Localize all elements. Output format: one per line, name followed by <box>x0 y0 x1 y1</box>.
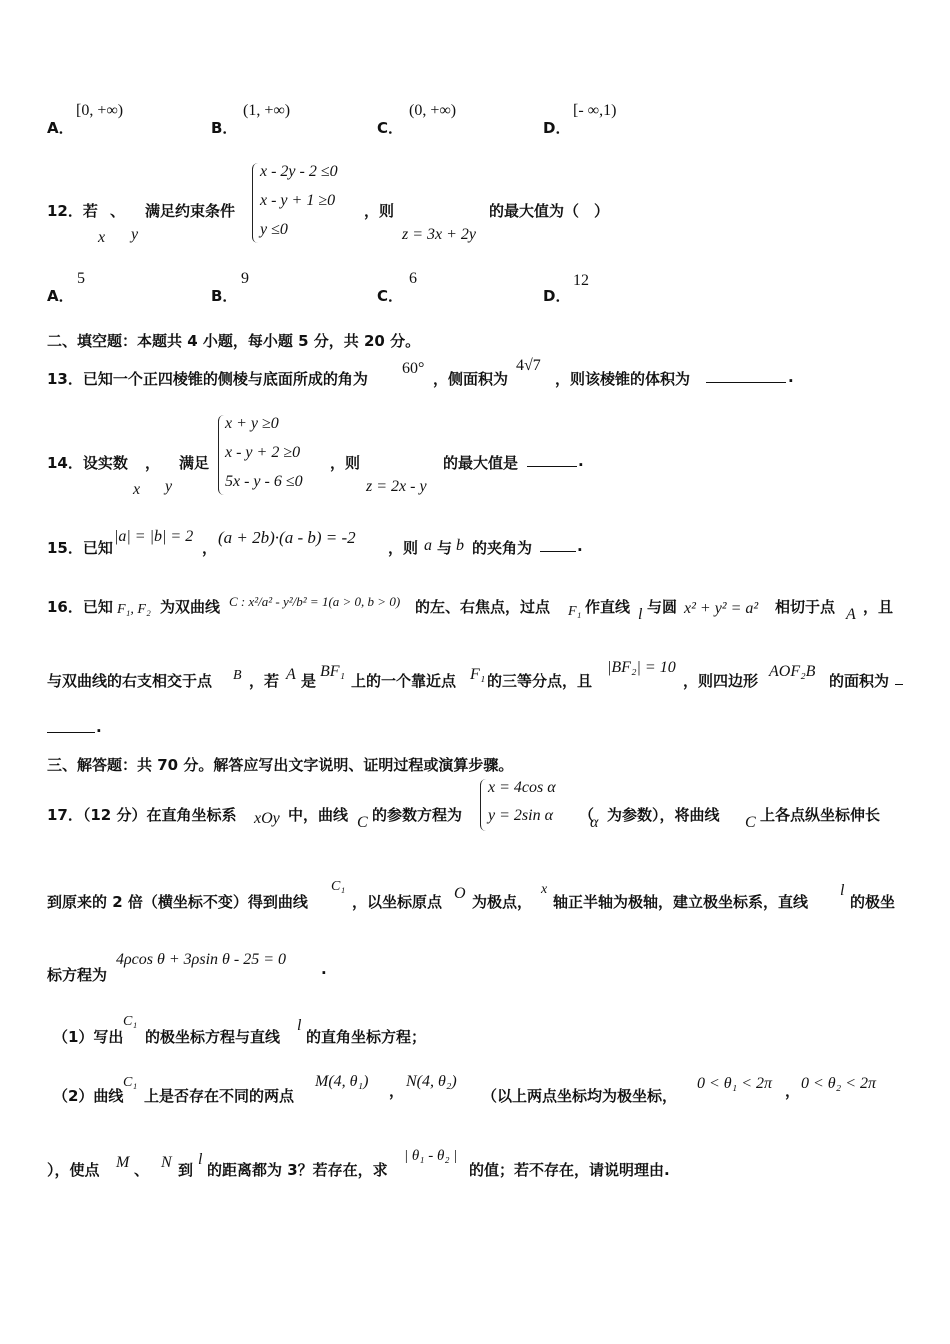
q12-option-b-label: B． <box>211 287 238 305</box>
q17-p2-sep2: ， <box>785 1082 801 1100</box>
q13-text-3: ，则该棱锥的体积为 <box>555 370 691 388</box>
q17-point-n: N(4, θ₂) <box>406 1073 457 1090</box>
option-b-label: B． <box>211 119 238 137</box>
q16-f1b: F₁ <box>470 666 486 683</box>
q16-point-a: A <box>846 606 856 623</box>
q12-option-d-label: D． <box>543 287 571 305</box>
q17-polar-eq: 4ρcos θ + 3ρsin θ - 25 = 0 <box>116 951 286 968</box>
q15-text-then: ，则 <box>388 539 419 557</box>
q14-var-y: y <box>165 478 173 495</box>
q14-objective: z = 2x - y <box>366 478 427 495</box>
q17-p1-prefix: （1）写出 <box>53 1028 124 1046</box>
q15-text-end: 的夹角为 <box>472 539 533 557</box>
q17-text-axis: 轴正半轴为极轴，建立极坐标系，直线 <box>553 893 809 911</box>
q14-text-end: 的最大值是 <box>443 454 519 472</box>
q17-p1-text: 的极坐标方程与直线 <box>145 1028 281 1046</box>
q16-bf1: BF₁ <box>320 663 346 680</box>
q16-quad: AOF₂B <box>769 663 816 680</box>
q17-c1: C₁ <box>331 879 346 894</box>
q17-p3-n: N <box>161 1154 172 1171</box>
q17-curve-c2: C <box>745 814 756 831</box>
option-d-value: [- ∞,1) <box>573 102 617 119</box>
q17-text-pole: 为极点， <box>472 893 533 911</box>
q16-text-third: 的三等分点，且 <box>487 672 593 690</box>
q16-end: . <box>96 718 102 736</box>
option-c-label: C． <box>377 119 404 137</box>
q16-point-a2: A <box>286 666 296 683</box>
q17-p2-sep: ， <box>389 1082 405 1100</box>
q17-p3-abs: | θ₁ - θ₂ | <box>404 1148 458 1164</box>
q16-text-area: 的面积为 <box>829 672 890 690</box>
q17-range-2: 0 < θ₂ < 2π <box>801 1075 877 1092</box>
option-a-label: A． <box>47 119 74 137</box>
q12-option-a-label: A． <box>47 287 74 305</box>
q16-text-tangent: 相切于点 <box>775 598 836 616</box>
q14-answer-blank <box>527 452 577 467</box>
q12-text-end: 的最大值为（ ） <box>489 202 610 220</box>
q14-var-x: x <box>133 481 141 498</box>
q12-constraint-3: y ≤0 <box>260 221 288 238</box>
q17-line2: 到原来的 2 倍（横坐标不变）得到曲线 <box>47 893 308 911</box>
q15-end: . <box>577 537 583 555</box>
q16-curve: C : x²/a² - y²/b² = 1(a > 0, b > 0) <box>229 594 401 609</box>
q17-p1-end: 的直角坐标方程； <box>306 1028 427 1046</box>
q16-text-line: 作直线 <box>585 598 631 616</box>
q17-text-polar: 的极坐 <box>850 893 896 911</box>
q15-cond-2: (a + 2b)·(a - b) = -2 <box>218 528 356 547</box>
q17-xoy: xOy <box>254 810 280 827</box>
q13-angle: 60° <box>402 360 425 377</box>
option-d-label: D． <box>543 119 571 137</box>
q12-option-b-value: 9 <box>241 270 249 287</box>
option-a-value: [0, +∞) <box>76 102 124 119</box>
q12-text-then: ，则 <box>364 202 395 220</box>
q16-line2-start: 与双曲线的右支相交于点 <box>47 672 213 690</box>
q17-range-1: 0 < θ₁ < 2π <box>697 1075 773 1092</box>
q17-end: . <box>321 960 327 978</box>
q16-prefix: 16．已知 <box>47 598 113 616</box>
section-3-title: 三、解答题：共 70 分。解答应写出文字说明、证明过程或演算步骤。 <box>47 756 514 774</box>
q17-origin-o: O <box>454 885 466 902</box>
q16-text-and: ，且 <box>863 598 894 616</box>
q14-constraint-1: x + y ≥0 <box>225 415 279 432</box>
q14-constraint-2: x - y + 2 ≥0 <box>225 444 301 461</box>
q15-cond-1: |a| = |b| = 2 <box>114 528 194 545</box>
q12-objective: z = 3x + 2y <box>402 226 477 243</box>
q16-text-if: ，若 <box>249 672 280 690</box>
q17-p1-l: l <box>297 1017 302 1034</box>
q17-text-param2: 为参数），将曲线 <box>607 806 720 824</box>
q15-answer-blank <box>540 537 576 552</box>
q14-sep: ， <box>145 454 161 472</box>
q17-p3-l: l <box>198 1151 203 1168</box>
q16-cond: |BF₂| = 10 <box>607 659 676 676</box>
q16-text-hyp: 为双曲线 <box>160 598 221 616</box>
q14-prefix: 14．设实数 <box>47 454 128 472</box>
q12-option-c-value: 6 <box>409 270 417 287</box>
section-2-title: 二、填空题：本题共 4 小题，每小题 5 分，共 20 分。 <box>47 332 421 350</box>
option-c-value: (0, +∞) <box>409 102 457 119</box>
q16-answer-blank-1 <box>895 670 903 685</box>
q12-option-a-value: 5 <box>77 270 85 287</box>
q16-answer-blank-2 <box>47 718 95 733</box>
q13-end: . <box>788 368 794 386</box>
q17-brace <box>480 779 487 831</box>
q17-curve-c: C <box>357 814 368 831</box>
q16-circle: x² + y² = a² <box>684 600 759 617</box>
q16-text-quad: ，则四边形 <box>683 672 759 690</box>
q17-p2-c1: C₁ <box>123 1075 138 1090</box>
q12-prefix: 12．若 <box>47 202 98 220</box>
q12-brace <box>252 163 259 243</box>
q16-foci: F₁, F₂ <box>117 602 151 617</box>
q17-p2-prefix: （2）曲线 <box>53 1087 124 1105</box>
q17-line3: 标方程为 <box>47 966 108 984</box>
q12-text-mid: 满足约束条件 <box>145 202 236 220</box>
q17-p2-text: 上是否存在不同的两点 <box>144 1087 295 1105</box>
q17-prefix: 17．（12 分）在直角坐标系 <box>47 806 237 824</box>
q17-p3-to: 到 <box>178 1161 194 1179</box>
q15-text-and: 与 <box>437 539 453 557</box>
q15-prefix: 15．已知 <box>47 539 113 557</box>
q17-p1-c1: C₁ <box>123 1014 138 1029</box>
q14-text-mid: 满足 <box>179 454 210 472</box>
q17-p3-sep: 、 <box>134 1161 150 1179</box>
q17-eq-2: y = 2sin α <box>488 807 553 824</box>
option-b-value: (1, +∞) <box>243 102 291 119</box>
q12-constraint-1: x - 2y - 2 ≤0 <box>260 163 338 180</box>
q17-p3-text: 的距离都为 3？若存在，求 <box>207 1161 388 1179</box>
q17-text-mid: 中，曲线 <box>288 806 349 824</box>
q17-text-origin: ，以坐标原点 <box>352 893 443 911</box>
q15-comma: ， <box>202 539 218 557</box>
q16-text-is: 是 <box>301 672 317 690</box>
q15-vector-b: b <box>456 537 464 554</box>
q17-paren-open: （ <box>579 806 595 824</box>
q17-p3-m: M <box>116 1154 130 1171</box>
q12-var-y: y <box>131 226 139 243</box>
q16-text-after: 的左、右焦点，过点 <box>415 598 551 616</box>
q12-option-c-label: C． <box>377 287 404 305</box>
q17-line-l: l <box>840 882 845 899</box>
q13-answer-blank <box>706 368 786 383</box>
q12-var-x: x <box>98 229 106 246</box>
q17-eq-1: x = 4cos α <box>488 779 556 796</box>
q17-text-stretch: 上各点纵坐标伸长 <box>760 806 881 824</box>
q17-point-m: M(4, θ₁) <box>315 1073 369 1090</box>
q12-option-d-value: 12 <box>573 272 589 289</box>
q14-text-then: ，则 <box>330 454 361 472</box>
q12-constraint-2: x - y + 1 ≥0 <box>260 192 336 209</box>
q13-text-2: ，侧面积为 <box>433 370 509 388</box>
q13-text-1: 13．已知一个正四棱锥的侧棱与底面所成的角为 <box>47 370 368 388</box>
q12-sep: 、 <box>110 202 126 220</box>
q14-end: . <box>578 452 584 470</box>
q16-text-circle: 与圆 <box>647 598 678 616</box>
q16-point-b: B <box>233 668 242 683</box>
q16-text-near: 上的一个靠近点 <box>351 672 457 690</box>
q17-text-param: 的参数方程为 <box>372 806 463 824</box>
q14-constraint-3: 5x - y - 6 ≤0 <box>225 473 303 490</box>
q16-f1: F₁ <box>568 604 582 619</box>
q17-x: x <box>541 882 548 897</box>
q16-l: l <box>638 606 643 623</box>
q17-alpha: α <box>590 814 599 831</box>
q15-vector-a: a <box>424 537 432 554</box>
q14-brace <box>218 415 225 495</box>
q17-p3-start: ），使点 <box>47 1161 100 1179</box>
q17-p3-end: 的值；若不存在，请说明理由. <box>469 1161 670 1179</box>
q17-p2-text2: （以上两点坐标均为极坐标， <box>482 1087 678 1105</box>
q13-area: 4√7 <box>516 357 541 374</box>
